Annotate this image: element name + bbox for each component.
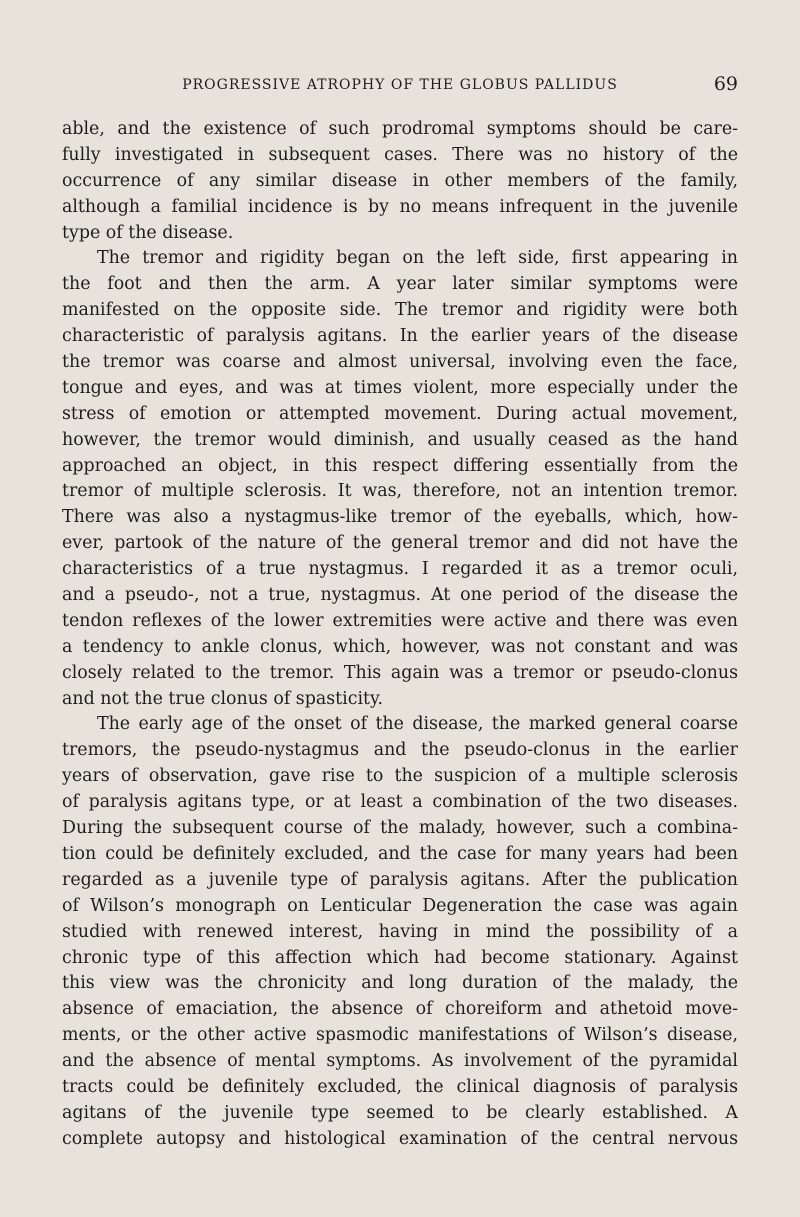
text-line: tion could be definitely excluded, and the case for many years had been <box>62 843 738 864</box>
text-line: During the subsequent course of the malady, however, such a combina- <box>62 818 738 839</box>
text-line: a tendency to ankle clonus, which, however, was not constant and was <box>62 636 738 657</box>
text-line: ments, or the other active spasmodic manifestations of Wilson’s disease, <box>62 1025 738 1046</box>
text-line: absence of emaciation, the absence of choreiform and athetoid move- <box>62 999 738 1020</box>
text-line: tremor of multiple sclerosis. It was, therefore, not an intention tremor. <box>62 481 738 502</box>
body-text <box>62 117 738 1153</box>
text-line: although a familial incidence is by no means infrequent in the juvenile <box>62 196 738 217</box>
text-line: this view was the chronicity and long duration of the malady, the <box>62 973 738 994</box>
page-number: 69 <box>713 73 738 95</box>
text-line: and the absence of mental symptoms. As involvement of the pyramidal <box>62 1051 738 1072</box>
text-line: able, and the existence of such prodromal symptoms should be care- <box>62 119 738 139</box>
text-line: tremors, the pseudo-nystagmus and the pseudo-clonus in the earlier <box>62 740 738 761</box>
page-header <box>62 74 738 96</box>
text-line: complete autopsy and histological examination of the central nervous <box>62 1128 738 1149</box>
text-line: and not the true clonus of spasticity. <box>62 688 384 709</box>
text-line: type of the disease. <box>62 222 234 243</box>
text-line: stress of emotion or attempted movement. During actual movement, <box>62 403 738 424</box>
text-line: characteristic of paralysis agitans. In the earlier years of the disease <box>62 326 738 347</box>
text-line: of paralysis agitans type, or at least a combination of the two diseases. <box>62 792 738 813</box>
text-line: of Wilson’s monograph on Lenticular Degeneration the case was again <box>62 895 738 916</box>
text-line: The tremor and rigidity began on the left side, first appearing in <box>97 248 738 269</box>
text-line: the foot and then the arm. A year later similar symptoms were <box>62 274 738 295</box>
text-line: ever, partook of the nature of the general tremor and did not have the <box>62 533 738 554</box>
text-line: manifested on the opposite side. The tremor and rigidity were both <box>62 300 738 321</box>
text-line: years of observation, gave rise to the suspicion of a multiple sclerosis <box>62 766 738 787</box>
text-line: tracts could be definitely excluded, the clinical diagnosis of paralysis <box>62 1076 738 1097</box>
text-line: however, the tremor would diminish, and usually ceased as the hand <box>62 429 738 450</box>
text-line: The early age of the onset of the disease, the marked general coarse <box>97 714 738 735</box>
text-line: tendon reflexes of the lower extremities were active and there was even <box>62 610 738 631</box>
text-line: occurrence of any similar disease in other members of the family, <box>62 170 738 191</box>
text-line: approached an object, in this respect differing essentially from the <box>62 455 738 476</box>
running-title: PROGRESSIVE ATROPHY OF THE GLOBUS PALLIDUS <box>182 77 618 93</box>
text-line: the tremor was coarse and almost universal, involving even the face, <box>62 352 738 373</box>
text-line: tongue and eyes, and was at times violent, more especially under the <box>62 377 738 398</box>
text-line: There was also a nystagmus-like tremor of the eyeballs, which, how- <box>62 507 738 528</box>
text-line: studied with renewed interest, having in mind the possibility of a <box>62 921 738 942</box>
text-line: and a pseudo-, not a true, nystagmus. At one period of the disease the <box>62 585 738 606</box>
text-line: agitans of the juvenile type seemed to be clearly established. A <box>62 1102 738 1123</box>
text-line: chronic type of this affection which had become stationary. Against <box>62 947 738 968</box>
text-line: regarded as a juvenile type of paralysis agitans. After the publication <box>62 869 738 890</box>
text-line: characteristics of a true nystagmus. I regarded it as a tremor oculi, <box>62 559 738 580</box>
text-line: closely related to the tremor. This again was a tremor or pseudo-clonus <box>62 662 738 683</box>
text-line: fully investigated in subsequent cases. There was no history of the <box>62 144 738 165</box>
